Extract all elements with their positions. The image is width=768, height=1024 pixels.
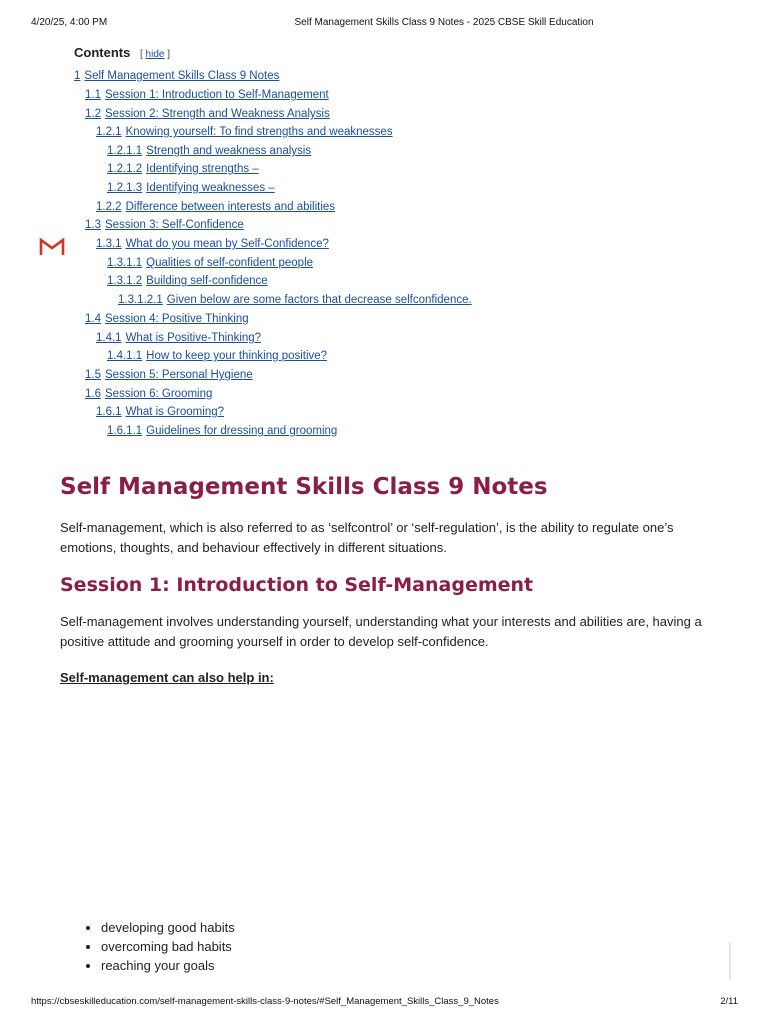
session-1-paragraph: Self-management involves understanding yourself, understanding what your interests and abilities are, having a positive attitude and grooming yourself in order to develop self-confidence. xyxy=(60,614,702,649)
print-date: 4/20/25, 4:00 PM xyxy=(31,17,108,28)
toc-item-number: 1.5 xyxy=(85,369,101,381)
toc-item[interactable] xyxy=(85,87,329,103)
help-list xyxy=(60,918,235,975)
toc-item-label: Self Management Skills Class 9 Notes xyxy=(84,70,280,82)
toc-item[interactable] xyxy=(85,386,212,402)
toc-item[interactable] xyxy=(85,106,330,122)
toc-hide-link[interactable]: hide xyxy=(145,49,165,60)
toc-item-label: What do you mean by Self-Confidence? xyxy=(125,238,329,250)
toc-item-label: Knowing yourself: To find strengths and weaknesses xyxy=(125,126,393,138)
session-1-heading: Session 1: Introduction to Self-Management xyxy=(60,574,534,596)
list-item: • overcoming bad habits xyxy=(101,937,235,956)
toc-item-label: Identifying strengths – xyxy=(146,163,259,175)
toc-item-label: What is Positive-Thinking? xyxy=(125,332,262,344)
toc-item-number: 1.2.1 xyxy=(96,126,122,138)
toc-item-number: 1.3 xyxy=(85,219,101,231)
toc-item-number: 1.3.1.1 xyxy=(107,257,143,269)
scroll-indicator xyxy=(729,942,731,980)
toc-item-number: 1 xyxy=(74,70,81,82)
print-url: https://cbseskilleducation.com/self-management-skills-class-9-notes/#Self_Management_Skills_Class_9_Notes xyxy=(31,996,499,1007)
toc-item-number: 1.2.1.2 xyxy=(107,163,143,175)
toc-item-number: 1.4.1 xyxy=(96,332,122,344)
toc-item-label: Session 6: Grooming xyxy=(105,388,213,400)
toc-item-label: Session 1: Introduction to Self-Management xyxy=(105,89,329,101)
toc-item-number: 1.1 xyxy=(85,89,101,101)
toc-hide-wrapper xyxy=(140,49,170,60)
toc-item[interactable] xyxy=(107,423,337,439)
toc-item[interactable] xyxy=(85,217,244,233)
toc-item[interactable] xyxy=(85,367,253,383)
print-footer xyxy=(0,996,768,1010)
toc-item-number: 1.2.1.3 xyxy=(107,182,143,194)
toc-item[interactable] xyxy=(107,255,313,271)
toc-item-label: Session 3: Self-Confidence xyxy=(105,219,244,231)
toc-item[interactable] xyxy=(107,180,275,196)
toc-hide-close-bracket: ] xyxy=(167,49,170,60)
list-item: • developing good habits xyxy=(101,918,235,937)
toc-item-number: 1.6.1.1 xyxy=(107,425,143,437)
toc-item-label: Identifying weaknesses – xyxy=(146,182,275,194)
toc-item-label: Session 4: Positive Thinking xyxy=(105,313,249,325)
toc-item-label: Session 5: Personal Hygiene xyxy=(105,369,253,381)
toc-item-label: Guidelines for dressing and grooming xyxy=(146,425,338,437)
toc-item[interactable] xyxy=(74,68,279,84)
toc-item-label: Qualities of self-confident people xyxy=(146,257,314,269)
intro-paragraph: Self-management, which is also referred to as ‘selfcontrol’ or ‘self-regulation’, is the ability to regulate one’s emotions, thoughts, and behaviour effectively in different situations. xyxy=(60,520,674,555)
toc-item-label: Given below are some factors that decrease selfconfidence. xyxy=(166,294,472,306)
toc-item[interactable] xyxy=(96,236,329,252)
list-item: • reaching your goals xyxy=(101,956,235,975)
toc-item-label: Difference between interests and abilities xyxy=(125,201,336,213)
article-title: Self Management Skills Class 9 Notes xyxy=(60,474,548,500)
toc-item-number: 1.3.1 xyxy=(96,238,122,250)
toc-title: Contents xyxy=(74,45,131,60)
toc-item[interactable] xyxy=(107,273,268,289)
toc-item-label: Strength and weakness analysis xyxy=(146,145,312,157)
toc-item[interactable] xyxy=(107,143,311,159)
toc-item-number: 1.4.1.1 xyxy=(107,350,143,362)
toc-item[interactable] xyxy=(96,199,335,215)
toc-item[interactable] xyxy=(107,161,259,177)
toc-item-number: 1.4 xyxy=(85,313,101,325)
toc-heading xyxy=(74,45,170,60)
toc-item-label: Session 2: Strength and Weakness Analysis xyxy=(105,108,330,120)
print-header xyxy=(0,17,768,31)
help-heading: Self-management can also help in: xyxy=(60,670,274,685)
toc-item-number: 1.3.1.2.1 xyxy=(118,294,163,306)
toc-item-number: 1.2.1.1 xyxy=(107,145,143,157)
toc-item-number: 1.6.1 xyxy=(96,406,122,418)
gmail-icon[interactable] xyxy=(38,236,66,258)
toc-item-label: How to keep your thinking positive? xyxy=(146,350,328,362)
toc-item[interactable] xyxy=(118,292,472,308)
print-page-title: Self Management Skills Class 9 Notes - 2025 CBSE Skill Education xyxy=(294,17,594,28)
toc-item-number: 1.2 xyxy=(85,108,101,120)
toc-item-number: 1.6 xyxy=(85,388,101,400)
toc-hide-open-bracket: [ xyxy=(139,49,143,60)
toc-item-number: 1.2.2 xyxy=(96,201,122,213)
print-page-number: 2/11 xyxy=(720,996,738,1007)
toc-item[interactable] xyxy=(85,311,249,327)
toc-item[interactable] xyxy=(107,348,327,364)
toc-item-label: Building self-confidence xyxy=(146,275,268,287)
toc-item-number: 1.3.1.2 xyxy=(107,275,143,287)
toc-item-label: What is Grooming? xyxy=(125,406,225,418)
toc-item[interactable] xyxy=(96,404,224,420)
toc-item[interactable] xyxy=(96,330,261,346)
toc-item[interactable] xyxy=(96,124,393,140)
